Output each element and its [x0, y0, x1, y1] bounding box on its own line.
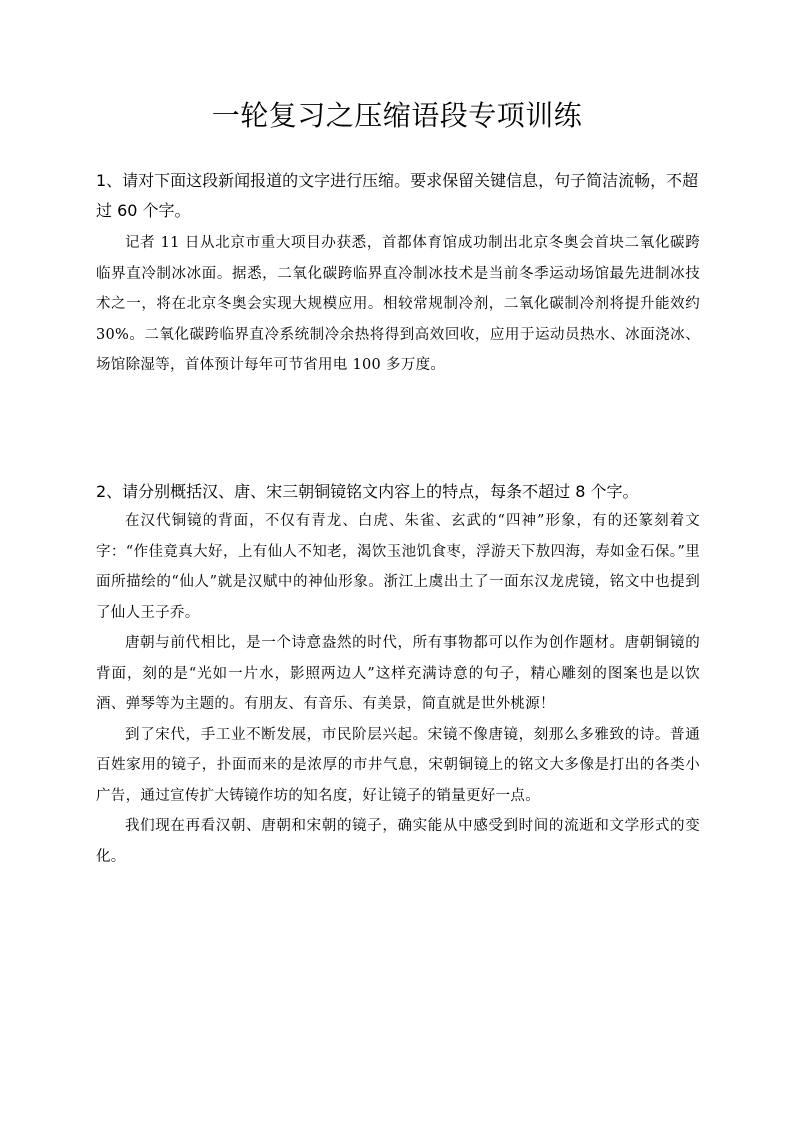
passage-paragraph: 记者 11 日从北京市重大项目办获悉，首都体育馆成功制出北京冬奥会首块二氧化碳跨临界直冷制冰冰面。据悉，二氧化碳跨临界直冷制冰技术是当前冬季运动场馆最先进制冰技术之一，将在北京冬奥会实现大规模应用。相较常规制冷剂，二氧化碳制冷剂将提升能效约 30%。二氧化碳跨临界直冷系统制冷余热将得到高效回收，应用于运动员热水、冰面浇冰、场馆除湿等，首体预计每年可节省用电 100 多万度。: [96, 235, 700, 373]
passage-paragraph: 在汉代铜镜的背面，不仅有青龙、白虎、朱雀、玄武的“四神”形象，有的还篆刻着文字：“作佳竟真大好，上有仙人不知老，渴饮玉池饥食枣，浮游天下敖四海，寿如金石保。”里面所描绘的“仙人”就是汉赋中的神仙形象。浙江上虞出土了一面东汉龙虎镜，铭文中也提到了仙人王子乔。: [96, 513, 700, 621]
question-2-prompt: 2、请分别概括汉、唐、宋三朝铜镜铭文内容上的特点，每条不超过 8 个字。: [96, 482, 639, 501]
page-title: 一轮复习之压缩语段专项训练: [211, 99, 583, 132]
question-2-passage: [96, 506, 700, 872]
passage-paragraph: 到了宋代，手工业不断发展，市民阶层兴起。宋镜不像唐镜，刻那么多雅致的诗。普通百姓家用的镜子，扑面而来的是浓厚的市井气息，宋朝铜镜上的铭文大多像是打出的各类小广告，通过宣传扩大铸镜作坊的知名度，好让镜子的销量更好一点。: [96, 726, 700, 804]
question-1-passage: [96, 228, 700, 381]
question-1-prompt: 1、请对下面这段新闻报道的文字进行压缩。要求保留关键信息，句子简洁流畅，不超过 60 个字。: [96, 171, 699, 220]
passage-paragraph: 我们现在再看汉朝、唐朝和宋朝的镜子，确实能从中感受到时间的流逝和文学形式的变化。: [96, 818, 700, 865]
passage-paragraph: 唐朝与前代相比，是一个诗意盎然的时代，所有事物都可以作为创作题材。唐朝铜镜的背面，刻的是“光如一片水，影照两边人”这样充满诗意的句子，精心雕刻的图案也是以饮酒、弹琴等为主题的。有朋友、有音乐、有美景，简直就是世外桃源！: [96, 635, 700, 712]
